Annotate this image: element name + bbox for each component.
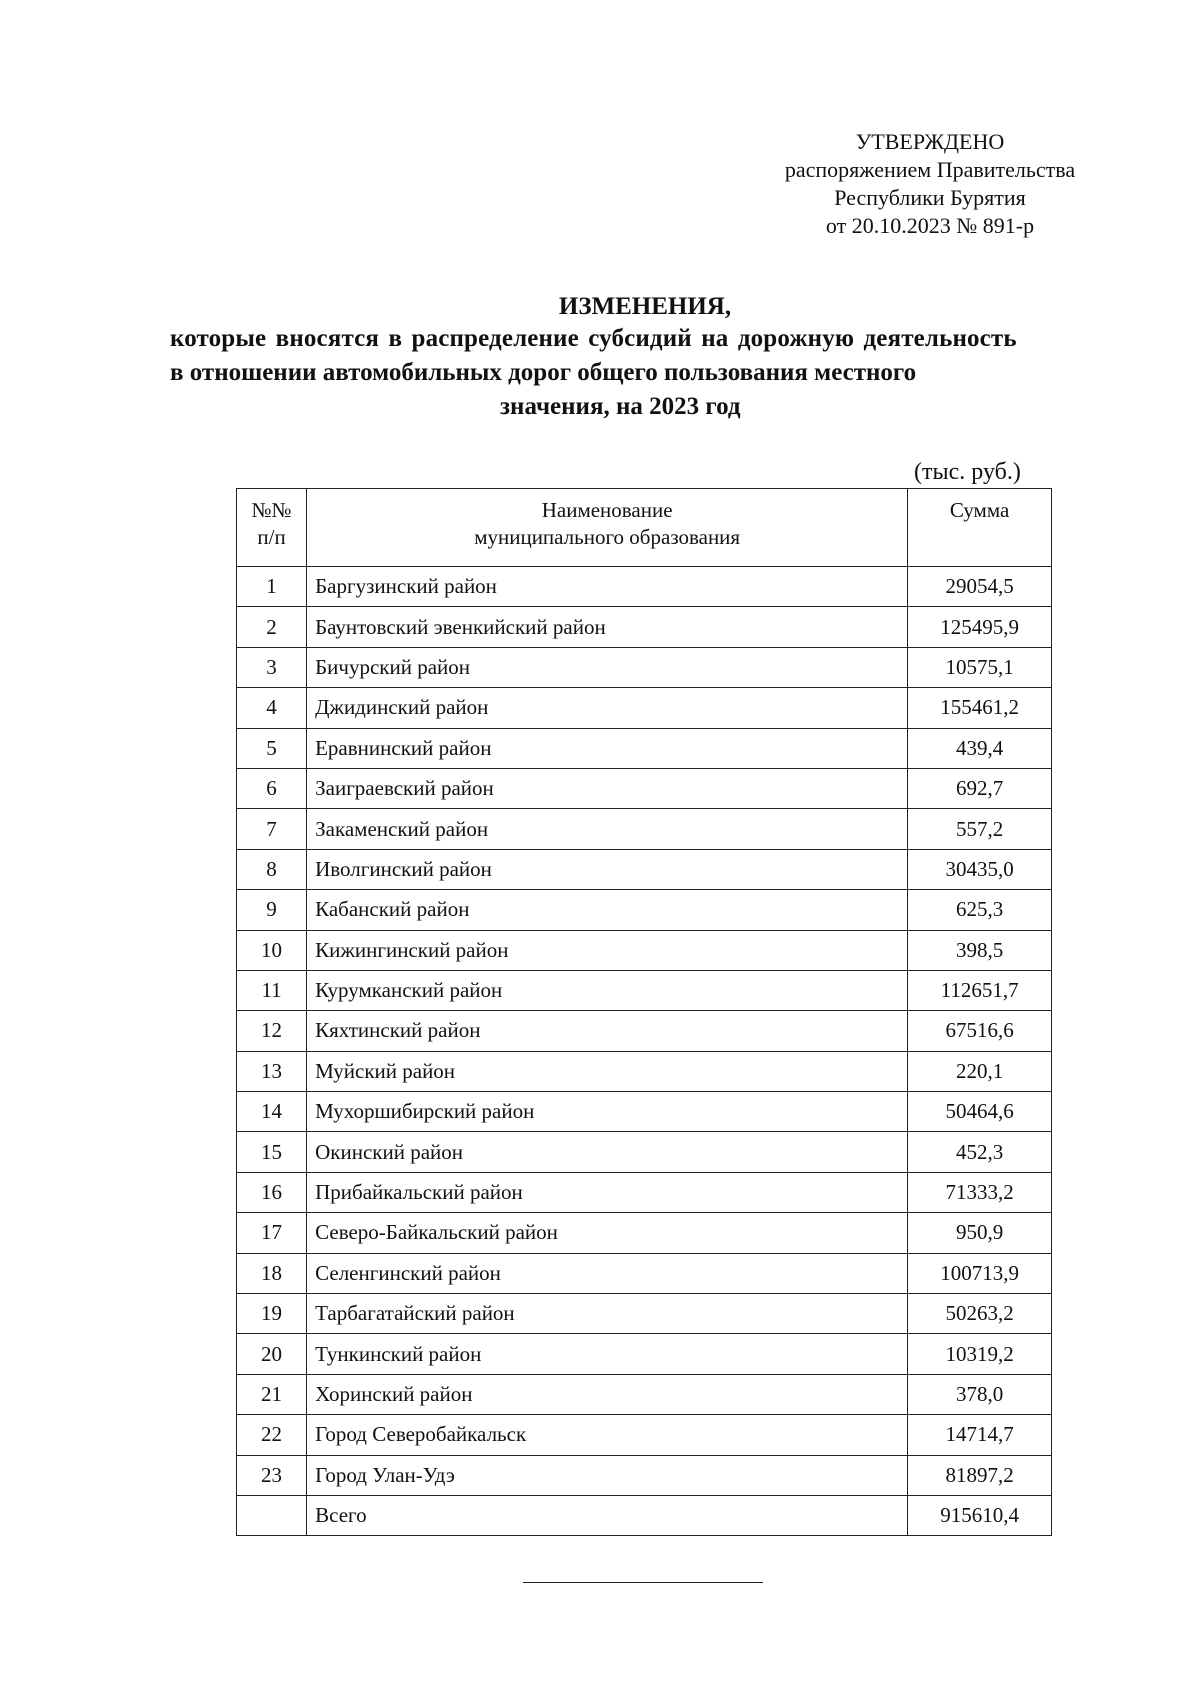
row-municipality: Тарбагатайский район bbox=[307, 1294, 908, 1334]
table-row bbox=[237, 1415, 1052, 1455]
row-sum: 155461,2 bbox=[908, 688, 1052, 728]
approval-date-number: от 20.10.2023 № 891-р bbox=[825, 213, 1035, 238]
row-municipality: Северо-Байкальский район bbox=[307, 1213, 908, 1253]
header-number-line1: №№ bbox=[251, 498, 292, 522]
subsidy-table bbox=[236, 488, 1052, 1536]
table-row bbox=[237, 728, 1052, 768]
header-row bbox=[237, 489, 1052, 567]
title-line-2: в отношении автомобильных дорог общего пользования местного bbox=[170, 359, 917, 386]
table-row bbox=[237, 1374, 1052, 1414]
table-row bbox=[237, 1051, 1052, 1091]
header-sum: Сумма bbox=[908, 489, 1052, 567]
approval-stamp bbox=[760, 128, 1100, 240]
title-line-3: значения, на 2023 год bbox=[500, 393, 741, 420]
row-municipality: Еравнинский район bbox=[307, 728, 908, 768]
row-sum: 10575,1 bbox=[908, 647, 1052, 687]
row-sum: 439,4 bbox=[908, 728, 1052, 768]
row-sum: 100713,9 bbox=[908, 1253, 1052, 1293]
row-number: 6 bbox=[237, 768, 307, 808]
row-sum: 50464,6 bbox=[908, 1092, 1052, 1132]
table-body bbox=[237, 567, 1052, 1536]
row-number: 12 bbox=[237, 1011, 307, 1051]
document-title bbox=[0, 292, 1200, 424]
table-row bbox=[237, 1172, 1052, 1212]
table-row bbox=[237, 1132, 1052, 1172]
row-municipality: Закаменский район bbox=[307, 809, 908, 849]
row-municipality: Баргузинский район bbox=[307, 567, 908, 607]
row-municipality: Иволгинский район bbox=[307, 849, 908, 889]
row-municipality: Кижингинский район bbox=[307, 930, 908, 970]
row-municipality: Окинский район bbox=[307, 1132, 908, 1172]
row-sum: 112651,7 bbox=[908, 970, 1052, 1010]
approval-heading: УТВЕРЖДЕНО bbox=[855, 129, 1005, 154]
row-municipality: Бичурский район bbox=[307, 647, 908, 687]
row-municipality: Джидинский район bbox=[307, 688, 908, 728]
row-number: 16 bbox=[237, 1172, 307, 1212]
approval-authority: распоряжением Правительства bbox=[784, 157, 1076, 182]
row-number: 20 bbox=[237, 1334, 307, 1374]
row-sum: 398,5 bbox=[908, 930, 1052, 970]
total-sum: 915610,4 bbox=[908, 1495, 1052, 1535]
table-row bbox=[237, 890, 1052, 930]
row-number: 11 bbox=[237, 970, 307, 1010]
row-number: 17 bbox=[237, 1213, 307, 1253]
row-number: 14 bbox=[237, 1092, 307, 1132]
table-row bbox=[237, 1294, 1052, 1334]
total-row bbox=[237, 1495, 1052, 1535]
header-municipality-line2: муниципального образования bbox=[474, 525, 741, 549]
row-sum: 692,7 bbox=[908, 768, 1052, 808]
row-sum: 81897,2 bbox=[908, 1455, 1052, 1495]
title-heading: ИЗМЕНЕНИЯ, bbox=[558, 293, 732, 320]
row-sum: 452,3 bbox=[908, 1132, 1052, 1172]
table-row bbox=[237, 809, 1052, 849]
row-number: 1 bbox=[237, 567, 307, 607]
table-row bbox=[237, 768, 1052, 808]
row-municipality: Мухоршибирский район bbox=[307, 1092, 908, 1132]
row-sum: 71333,2 bbox=[908, 1172, 1052, 1212]
row-sum: 67516,6 bbox=[908, 1011, 1052, 1051]
row-number: 3 bbox=[237, 647, 307, 687]
table-row bbox=[237, 567, 1052, 607]
table-row bbox=[237, 688, 1052, 728]
closing-divider bbox=[523, 1582, 763, 1583]
header-number-line2: п/п bbox=[257, 525, 286, 549]
table-row bbox=[237, 1092, 1052, 1132]
row-sum: 557,2 bbox=[908, 809, 1052, 849]
row-number: 5 bbox=[237, 728, 307, 768]
row-number: 7 bbox=[237, 809, 307, 849]
row-sum: 950,9 bbox=[908, 1213, 1052, 1253]
table-row bbox=[237, 1334, 1052, 1374]
row-municipality: Селенгинский район bbox=[307, 1253, 908, 1293]
row-number: 21 bbox=[237, 1374, 307, 1414]
row-sum: 10319,2 bbox=[908, 1334, 1052, 1374]
row-number: 4 bbox=[237, 688, 307, 728]
row-municipality: Кабанский район bbox=[307, 890, 908, 930]
row-municipality: Кяхтинский район bbox=[307, 1011, 908, 1051]
approval-region: Республики Бурятия bbox=[834, 185, 1026, 210]
row-sum: 220,1 bbox=[908, 1051, 1052, 1091]
table-row bbox=[237, 930, 1052, 970]
row-municipality: Заиграевский район bbox=[307, 768, 908, 808]
row-number: 13 bbox=[237, 1051, 307, 1091]
row-sum: 14714,7 bbox=[908, 1415, 1052, 1455]
table-row bbox=[237, 1455, 1052, 1495]
row-number: 23 bbox=[237, 1455, 307, 1495]
row-sum: 50263,2 bbox=[908, 1294, 1052, 1334]
row-municipality: Прибайкальский район bbox=[307, 1172, 908, 1212]
row-municipality: Муйский район bbox=[307, 1051, 908, 1091]
row-number: 9 bbox=[237, 890, 307, 930]
row-number: 19 bbox=[237, 1294, 307, 1334]
row-number: 2 bbox=[237, 607, 307, 647]
row-municipality: Хоринский район bbox=[307, 1374, 908, 1414]
header-municipality bbox=[307, 489, 908, 567]
table-row bbox=[237, 1213, 1052, 1253]
row-municipality: Город Северобайкальск bbox=[307, 1415, 908, 1455]
header-municipality-line1: Наименование bbox=[541, 498, 673, 522]
table-row bbox=[237, 1253, 1052, 1293]
title-line-1: которые вносятся в распределение субсидий на дорожную деятельность bbox=[170, 325, 1017, 352]
row-number: 18 bbox=[237, 1253, 307, 1293]
row-number: 22 bbox=[237, 1415, 307, 1455]
row-municipality: Баунтовский эвенкийский район bbox=[307, 607, 908, 647]
unit-label: (тыс. руб.) bbox=[914, 459, 1021, 485]
row-municipality: Курумканский район bbox=[307, 970, 908, 1010]
row-sum: 378,0 bbox=[908, 1374, 1052, 1414]
table-row bbox=[237, 849, 1052, 889]
table-row bbox=[237, 607, 1052, 647]
row-number: 15 bbox=[237, 1132, 307, 1172]
total-number bbox=[237, 1495, 307, 1535]
header-number bbox=[237, 489, 307, 567]
table-row bbox=[237, 647, 1052, 687]
table-row bbox=[237, 970, 1052, 1010]
row-number: 8 bbox=[237, 849, 307, 889]
total-label: Всего bbox=[307, 1495, 908, 1535]
row-sum: 29054,5 bbox=[908, 567, 1052, 607]
row-municipality: Город Улан-Удэ bbox=[307, 1455, 908, 1495]
row-number: 10 bbox=[237, 930, 307, 970]
row-sum: 125495,9 bbox=[908, 607, 1052, 647]
table-header bbox=[237, 489, 1052, 567]
row-municipality: Тункинский район bbox=[307, 1334, 908, 1374]
row-sum: 625,3 bbox=[908, 890, 1052, 930]
row-sum: 30435,0 bbox=[908, 849, 1052, 889]
table-row bbox=[237, 1011, 1052, 1051]
